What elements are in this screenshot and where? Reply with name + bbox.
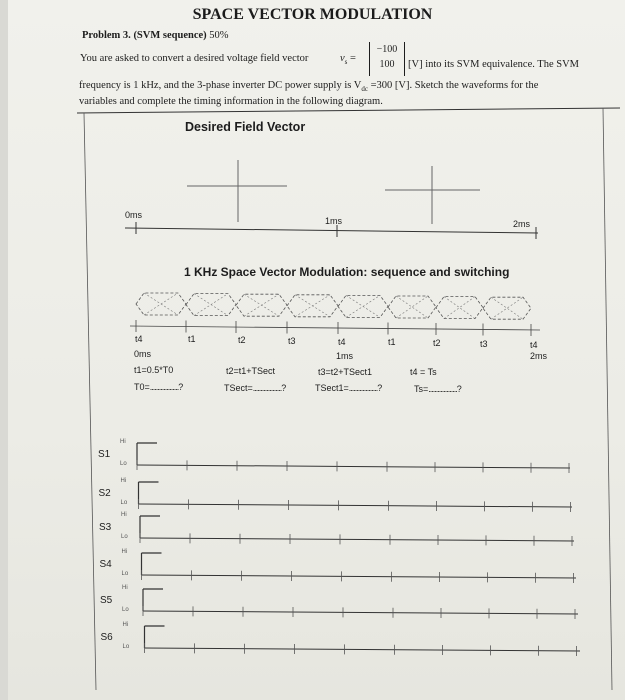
- vector-time-1ms: 1ms: [325, 216, 343, 226]
- switch-lo-label: Lo: [120, 461, 127, 467]
- marker-t4-end: t4: [530, 340, 538, 350]
- equation-t2: t2=t1+TSect: [226, 366, 276, 376]
- switch-hi-label: Hi: [120, 439, 126, 445]
- svm-time-2ms: 2ms: [530, 351, 548, 361]
- svm-time-0ms: 0ms: [134, 349, 152, 359]
- svm-segment-cross: [244, 294, 279, 316]
- problem-heading: Problem 3. (SVM sequence) 50%: [82, 30, 229, 41]
- marker-t4-start: t4: [135, 334, 143, 344]
- switch-label-s2: S2: [98, 488, 111, 499]
- switch-hi-label: Hi: [122, 585, 128, 591]
- marker-t1: t1: [188, 334, 196, 344]
- problem-line-1a: You are asked to convert a desired voltage field vector: [80, 53, 309, 64]
- svm-segment-cross: [295, 295, 330, 317]
- vector-timeline: [125, 228, 538, 233]
- switch-label-s6: S6: [100, 632, 113, 643]
- vector-section-title: Desired Field Vector: [185, 120, 306, 134]
- svm-segment-cross: [396, 296, 428, 318]
- equation-t4: t4 = Ts: [410, 367, 437, 377]
- svm-segment-cross: [194, 294, 228, 316]
- svm-segment: [436, 297, 483, 319]
- switch-lo-label: Lo: [121, 534, 128, 540]
- field-vector-cross-2: [385, 166, 480, 224]
- switch-lo-label: Lo: [122, 644, 130, 650]
- switch-hi-label: Hi: [121, 512, 127, 518]
- frame-right-line: [603, 108, 612, 690]
- svm-sequence-band: [130, 293, 540, 336]
- switch-hi-label: Hi: [121, 549, 128, 555]
- problem-line-1b: [V] into its SVM equivalence. The SVM: [408, 59, 579, 70]
- blank-ts: Ts=...................?: [414, 384, 462, 394]
- svm-segment-cross: [491, 297, 523, 319]
- switch-axis-lo: [139, 504, 573, 507]
- switch-hi-label: Hi: [122, 622, 129, 628]
- switch-axis-lo: [145, 648, 581, 651]
- svm-time-1ms: 1ms: [336, 351, 354, 361]
- switch-label-s3: S3: [99, 522, 112, 533]
- switch-axis-lo: [137, 465, 570, 468]
- svm-timeline: [130, 326, 540, 330]
- vector-time-2ms: 2ms: [513, 219, 531, 229]
- svm-section-title: 1 KHz Space Vector Modulation: sequence and switching: [184, 265, 510, 279]
- marker-t2-b: t2: [433, 338, 441, 348]
- vector-time-0ms: 0ms: [125, 210, 143, 220]
- switching-grid: [137, 443, 580, 656]
- problem-line-2: frequency is 1 kHz, and the 3-phase inverter DC power supply is $V_{dc} =300$ [V]. Sketch the waveforms for the: [79, 80, 539, 94]
- svm-segment: [388, 296, 436, 318]
- switch-lo-label: Lo: [122, 607, 129, 613]
- switch-axis-lo: [140, 538, 574, 541]
- frame-left-line: [84, 113, 96, 690]
- equation-t3: t3=t2+TSect1: [318, 367, 373, 377]
- marker-t3: t3: [288, 336, 296, 346]
- switch-lo-label: Lo: [120, 500, 128, 506]
- field-vector-cross-1: [187, 160, 287, 222]
- blank-t0: T0=...................?: [134, 382, 184, 392]
- problem-line-3: variables and complete the timing information in the following diagram.: [79, 96, 383, 107]
- switch-label-s1: S1: [98, 449, 111, 460]
- switch-lo-label: Lo: [121, 571, 129, 577]
- marker-t3-b: t3: [480, 339, 488, 349]
- blank-tsect: TSect=...................?: [224, 383, 287, 393]
- switch-label-s4: S4: [99, 559, 112, 570]
- switch-axis-lo: [143, 611, 578, 614]
- marker-t4-mid: t4: [338, 337, 346, 347]
- switch-label-s5: S5: [100, 595, 113, 606]
- page-title: SPACE VECTOR MODULATION: [192, 6, 433, 23]
- vector-matrix: −100 100: [369, 42, 405, 76]
- svm-segment-cross: [444, 297, 475, 319]
- switch-hi-label: Hi: [120, 478, 127, 484]
- svm-segment-cross: [346, 295, 380, 317]
- svm-segment: [483, 297, 531, 319]
- frame-top-line: [77, 108, 620, 113]
- marker-t2: t2: [238, 335, 246, 345]
- equation-t1: t1=0.5*T0: [134, 365, 174, 375]
- switch-axis-lo: [142, 575, 577, 578]
- svm-segment-cross: [144, 293, 178, 315]
- vector-symbol: $v_s$ =: [340, 53, 356, 67]
- marker-t1-b: t1: [388, 337, 396, 347]
- blank-tsect1: TSect1=...................?: [315, 383, 383, 393]
